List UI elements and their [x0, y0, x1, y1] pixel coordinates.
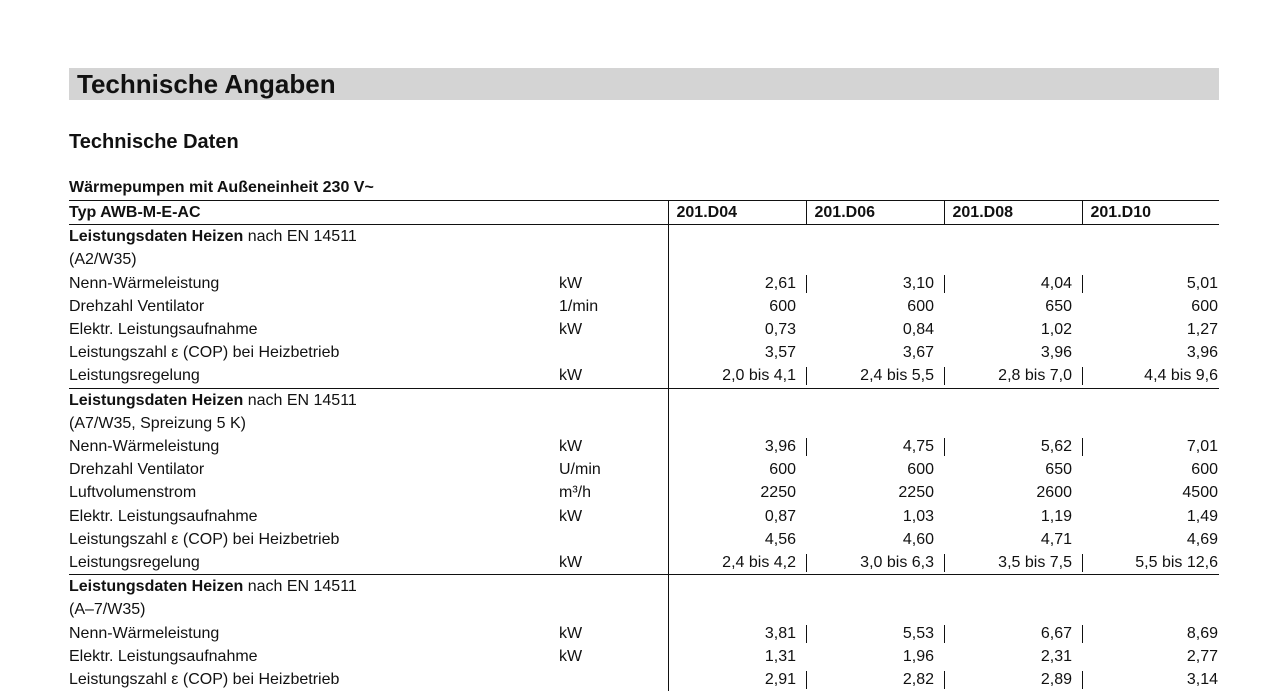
value-text: 2250 [760, 484, 796, 502]
row-label: Elektr. Leistungsaufnahme [69, 321, 258, 339]
value-text: 4,4 bis 9,6 [1144, 367, 1218, 385]
row-value [806, 481, 944, 504]
row-label: Elektr. Leistungsaufnahme [69, 507, 258, 525]
value-text: 4,71 [1040, 530, 1072, 548]
table-row [69, 668, 1219, 691]
row-value [806, 505, 944, 528]
row-value [1082, 341, 1219, 364]
value-text: 2,82 [902, 671, 934, 689]
row-label: Luftvolumenstrom [69, 484, 197, 502]
value-text: 2,61 [764, 274, 796, 292]
row-value [1082, 318, 1219, 341]
value-text: 4,60 [902, 530, 934, 548]
value-text: 6,67 [1040, 624, 1072, 642]
row-value [806, 551, 944, 575]
group-title-standard: nach EN 14511 [243, 578, 357, 596]
row-value [668, 668, 806, 691]
group-title-bold: Leistungsdaten Heizen [69, 391, 244, 409]
value-text: 2,8 bis 7,0 [998, 367, 1072, 385]
value-text: 4500 [1182, 484, 1218, 502]
value-text: 3,81 [764, 624, 796, 642]
row-value [668, 435, 806, 458]
row-value [668, 295, 806, 318]
value-text: 650 [1045, 461, 1072, 479]
technical-data-table [69, 200, 1219, 691]
row-value [1082, 551, 1219, 575]
row-label: Nenn-Wärmeleistung [69, 274, 220, 292]
value-text: 2,77 [1186, 647, 1218, 665]
value-text: 3,10 [902, 274, 934, 292]
value-text: 4,75 [902, 438, 934, 456]
value-text: 600 [907, 297, 934, 315]
group-condition-spacer [668, 598, 1219, 621]
value-text: 0,87 [764, 507, 796, 525]
row-value [944, 505, 1082, 528]
value-text: 7,01 [1186, 438, 1218, 456]
row-label: Elektr. Leistungsaufnahme [69, 647, 258, 665]
row-value [1082, 272, 1219, 295]
value-text: 3,14 [1186, 671, 1218, 689]
table-header-row [69, 201, 1219, 225]
table-row [69, 551, 1219, 575]
value-text: 2,31 [1040, 647, 1072, 665]
row-value [1082, 622, 1219, 645]
row-unit: kW [559, 274, 583, 292]
row-value [944, 318, 1082, 341]
table-row [69, 272, 1219, 295]
row-label: Leistungszahl ε (COP) bei Heizbetrieb [69, 671, 340, 689]
table-row [69, 645, 1219, 668]
value-text: 2,4 bis 4,2 [722, 554, 796, 572]
table-caption: Wärmepumpen mit Außeneinheit 230 V~ [69, 179, 374, 196]
section-header-bar [69, 68, 1219, 100]
row-value [668, 505, 806, 528]
value-text: 3,57 [764, 344, 796, 362]
row-value [1082, 458, 1219, 481]
table-row [69, 364, 1219, 388]
row-value [668, 458, 806, 481]
row-value [806, 364, 944, 388]
value-text: 5,53 [902, 624, 934, 642]
row-value [668, 551, 806, 575]
value-text: 1,49 [1186, 507, 1218, 525]
value-text: 8,69 [1186, 624, 1218, 642]
group-title-standard: nach EN 14511 [243, 228, 357, 246]
row-value [806, 645, 944, 668]
row-unit: kW [559, 367, 583, 385]
value-text: 2,4 bis 5,5 [860, 367, 934, 385]
subtitle: Technische Daten [69, 131, 239, 153]
row-value [806, 622, 944, 645]
row-value [944, 481, 1082, 504]
group-title-row [69, 388, 1219, 412]
row-value [944, 668, 1082, 691]
row-unit: m³/h [559, 484, 591, 502]
row-value [806, 458, 944, 481]
group-condition-spacer [668, 248, 1219, 271]
value-text: 3,96 [764, 438, 796, 456]
group-title [69, 225, 668, 249]
row-label: Nenn-Wärmeleistung [69, 438, 220, 456]
value-text: 0,84 [902, 321, 934, 339]
value-text: 2,89 [1040, 671, 1072, 689]
row-unit [559, 668, 668, 691]
column-header: 201.D10 [1082, 201, 1219, 225]
row-value [944, 645, 1082, 668]
row-value [668, 318, 806, 341]
table-row [69, 528, 1219, 551]
row-value [806, 435, 944, 458]
row-value [806, 668, 944, 691]
row-label: Nenn-Wärmeleistung [69, 624, 220, 642]
group-title-row [69, 575, 1219, 599]
group-title [69, 388, 668, 412]
row-value [944, 528, 1082, 551]
column-header: 201.D06 [806, 201, 944, 225]
row-value [944, 551, 1082, 575]
group-condition: (A7/W35, Spreizung 5 K) [69, 414, 246, 432]
value-text: 1,96 [902, 647, 934, 665]
row-value [1082, 505, 1219, 528]
value-text: 3,0 bis 6,3 [860, 554, 934, 572]
row-value [806, 528, 944, 551]
value-text: 4,69 [1186, 530, 1218, 548]
row-label: Leistungsregelung [69, 367, 200, 385]
group-title [69, 575, 668, 599]
column-header: 201.D04 [668, 201, 806, 225]
row-value [668, 645, 806, 668]
row-unit [559, 528, 668, 551]
value-text: 1,27 [1186, 321, 1218, 339]
row-unit: kW [559, 647, 583, 665]
row-value [944, 458, 1082, 481]
row-value [1082, 668, 1219, 691]
group-condition-row [69, 598, 1219, 621]
row-value [668, 364, 806, 388]
row-label: Leistungszahl ε (COP) bei Heizbetrieb [69, 344, 340, 362]
row-value [1082, 435, 1219, 458]
row-value [668, 341, 806, 364]
value-text: 5,5 bis 12,6 [1135, 554, 1218, 572]
row-unit: kW [559, 438, 583, 456]
row-label: Drehzahl Ventilator [69, 297, 205, 315]
value-text: 2250 [898, 484, 934, 502]
group-condition: (A2/W35) [69, 251, 137, 269]
value-text: 2,0 bis 4,1 [722, 367, 796, 385]
row-unit: 1/min [559, 297, 599, 315]
value-text: 2,91 [764, 671, 796, 689]
row-value [1082, 481, 1219, 504]
row-value [806, 295, 944, 318]
value-text: 3,5 bis 7,5 [998, 554, 1072, 572]
value-text: 1,02 [1040, 321, 1072, 339]
row-value [668, 272, 806, 295]
table-row [69, 341, 1219, 364]
value-text: 3,67 [902, 344, 934, 362]
table-row [69, 622, 1219, 645]
group-title-bold: Leistungsdaten Heizen [69, 228, 244, 246]
row-value [944, 272, 1082, 295]
row-value [806, 272, 944, 295]
value-text: 4,04 [1040, 274, 1072, 292]
row-value [668, 622, 806, 645]
table-row [69, 435, 1219, 458]
value-text: 2600 [1036, 484, 1072, 502]
row-unit [559, 341, 668, 364]
row-value [668, 481, 806, 504]
table-row [69, 318, 1219, 341]
value-text: 1,19 [1040, 507, 1072, 525]
group-title-spacer [668, 225, 1219, 249]
group-title-spacer [668, 575, 1219, 599]
row-unit: kW [559, 624, 583, 642]
value-text: 650 [1045, 297, 1072, 315]
row-value [1082, 295, 1219, 318]
row-label: Drehzahl Ventilator [69, 461, 205, 479]
group-condition: (A–7/W35) [69, 601, 146, 619]
row-value [1082, 528, 1219, 551]
row-value [944, 622, 1082, 645]
value-text: 600 [1191, 297, 1218, 315]
column-header: 201.D08 [944, 201, 1082, 225]
row-value [806, 318, 944, 341]
row-value [944, 435, 1082, 458]
row-label: Leistungszahl ε (COP) bei Heizbetrieb [69, 530, 340, 548]
row-label: Leistungsregelung [69, 554, 200, 572]
value-text: 5,01 [1186, 274, 1218, 292]
row-unit: U/min [559, 461, 601, 479]
group-condition-row [69, 248, 1219, 271]
group-title-row [69, 225, 1219, 249]
group-condition-row [69, 412, 1219, 435]
table-row [69, 458, 1219, 481]
value-text: 1,03 [902, 507, 934, 525]
group-title-bold: Leistungsdaten Heizen [69, 578, 244, 596]
row-unit: kW [559, 321, 583, 339]
group-condition-spacer [668, 412, 1219, 435]
row-value [944, 295, 1082, 318]
value-text: 1,31 [764, 647, 796, 665]
row-value [944, 341, 1082, 364]
row-value [806, 341, 944, 364]
value-text: 4,56 [764, 530, 796, 548]
row-value [944, 364, 1082, 388]
value-text: 600 [907, 461, 934, 479]
group-title-standard: nach EN 14511 [243, 391, 357, 409]
table-row [69, 505, 1219, 528]
value-text: 600 [769, 297, 796, 315]
table-row [69, 295, 1219, 318]
value-text: 3,96 [1040, 344, 1072, 362]
type-label: Typ AWB-M-E-AC [69, 201, 668, 225]
section-title: Technische Angaben [77, 69, 336, 99]
value-text: 3,96 [1186, 344, 1218, 362]
table-row [69, 481, 1219, 504]
row-value [668, 528, 806, 551]
row-unit: kW [559, 554, 583, 572]
value-text: 0,73 [764, 321, 796, 339]
row-unit: kW [559, 507, 583, 525]
value-text: 600 [1191, 461, 1218, 479]
group-title-spacer [668, 388, 1219, 412]
row-value [1082, 364, 1219, 388]
row-value [1082, 645, 1219, 668]
value-text: 5,62 [1040, 438, 1072, 456]
value-text: 600 [769, 461, 796, 479]
